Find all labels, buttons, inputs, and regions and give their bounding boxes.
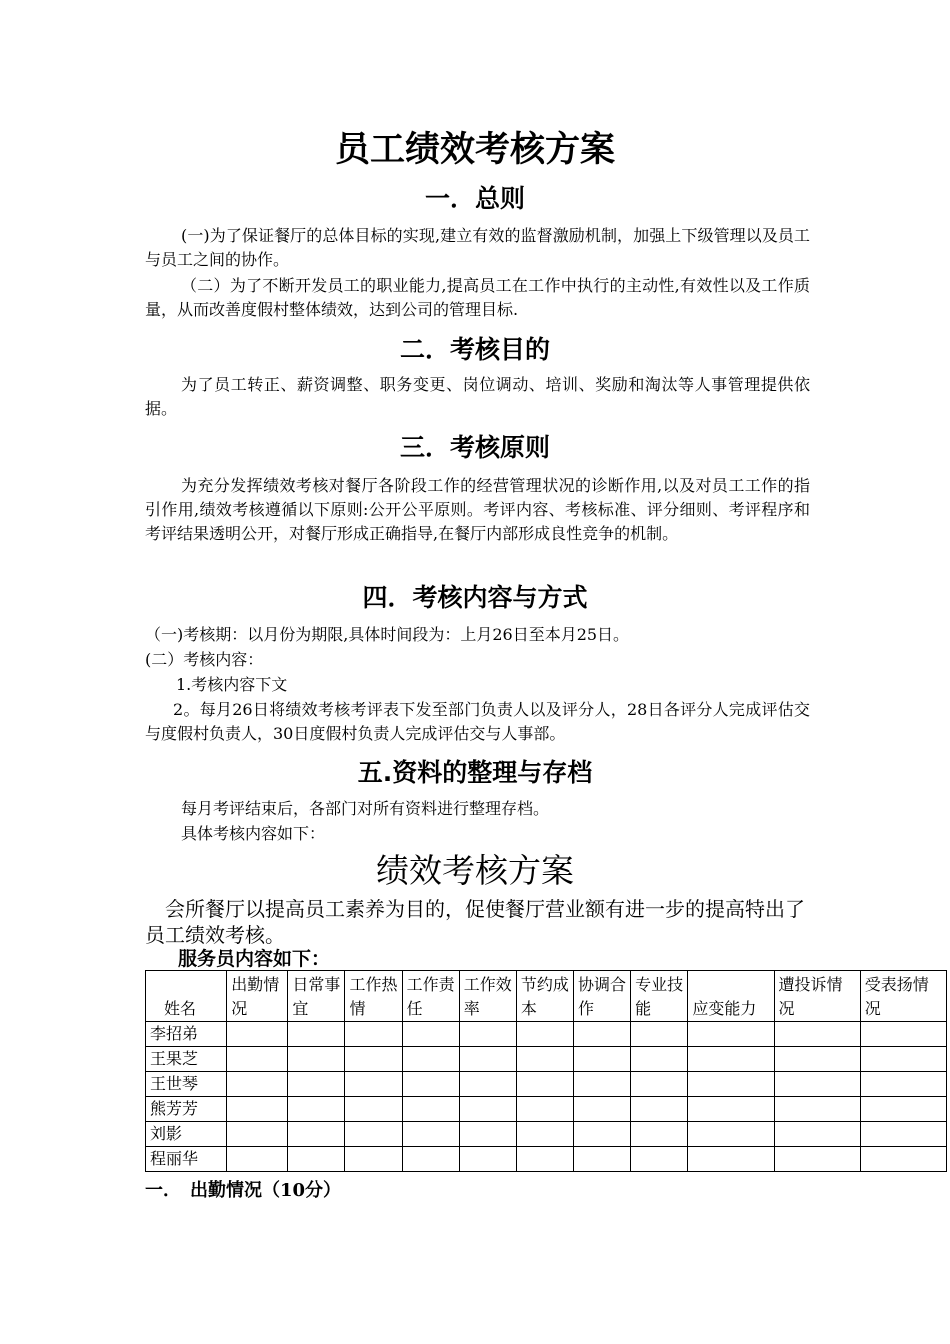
paragraph-general-2: （二）为了不断开发员工的职业能力,提高员工在工作中执行的主动性,有效性以及工作质量，从而改善度假村整体绩效，达到公司的管理目标.	[145, 276, 810, 319]
table-row	[146, 1097, 947, 1122]
header-skills: 专业技能	[631, 971, 688, 1022]
section-heading-general: 一．总则	[424, 184, 525, 213]
plan-intro: 会所餐厅以提高员工素养为目的，促使餐厅营业额有进一步的提高特出了员工绩效考核。	[145, 897, 805, 947]
header-responsibility: 工作责任	[402, 971, 459, 1022]
header-cost-saving: 节约成本	[516, 971, 573, 1022]
line-archiving: 每月考评结束后，各部门对所有资料进行整理存档。	[181, 799, 550, 818]
employee-name: 程丽华	[146, 1147, 227, 1172]
header-praise: 受表扬情况	[860, 971, 946, 1022]
table-row	[146, 1147, 947, 1172]
section-heading-purpose: 二．考核目的	[399, 335, 550, 364]
document-title: 员工绩效考核方案	[334, 130, 615, 170]
paragraph-schedule: 2。每月26日将绩效考核考评表下发至部门负责人以及评分人，28日各评分人完成评估交与度假村负责人，30日度假村负责人完成评估交与人事部。	[145, 700, 810, 743]
paragraph-general-1: (一)为了保证餐厅的总体目标的实现,建立有效的监督激励机制，加强上下级管理以及员工与员工之间的协作。	[145, 226, 810, 269]
line-content-below: 1.考核内容下文	[176, 675, 288, 694]
plan-title: 绩效考核方案	[376, 851, 574, 890]
table-row	[146, 1047, 947, 1072]
section-heading-archiving: 五.资料的整理与存档	[357, 758, 593, 787]
table-row	[146, 1122, 947, 1147]
header-name: 姓名	[146, 971, 227, 1022]
section-heading-content-method: 四．考核内容与方式	[362, 583, 588, 612]
employee-name: 王世琴	[146, 1072, 227, 1097]
header-daily-matters: 日常事宜	[288, 971, 345, 1022]
paragraph-principles: 为充分发挥绩效考核对餐厅各阶段工作的经营管理状况的诊断作用,以及对员工工作的指引作用,绩效考核遵循以下原则:公开公平原则。考评内容、考核标准、评分细则、考评程序和考评结果透明公开，对餐厅形成正确指导,在餐厅内部形成良性竞争的机制。	[145, 476, 810, 543]
employee-name: 刘影	[146, 1122, 227, 1147]
table-row	[146, 1072, 947, 1097]
employee-name: 王果芝	[146, 1047, 227, 1072]
header-attendance: 出勤情况	[227, 971, 288, 1022]
employee-name: 熊芳芳	[146, 1097, 227, 1122]
employee-name: 李招弟	[146, 1022, 227, 1047]
header-cooperation: 协调合作	[574, 971, 631, 1022]
table-row	[146, 1022, 947, 1047]
line-assessment-content: (二）考核内容：	[145, 650, 264, 669]
header-enthusiasm: 工作热情	[345, 971, 402, 1022]
line-assessment-period: （一)考核期：以月份为期限,具体时间段为：上月26日至本月25日。	[145, 625, 630, 644]
header-efficiency: 工作效率	[459, 971, 516, 1022]
evaluation-table	[145, 970, 947, 1172]
section-attendance-heading: 一． 出勤情况（10分）	[145, 1180, 342, 1201]
header-adaptability: 应变能力	[688, 971, 774, 1022]
paragraph-purpose: 为了员工转正、薪资调整、职务变更、岗位调动、培训、奖励和淘汰等人事管理提供依据。	[145, 375, 810, 418]
table-header-row	[146, 971, 947, 1022]
section-heading-principles: 三．考核原则	[399, 433, 550, 462]
header-complaints: 遭投诉情况	[774, 971, 860, 1022]
plan-subtitle: 服务员内容如下：	[178, 948, 331, 970]
line-details-follow: 具体考核内容如下：	[181, 824, 326, 843]
